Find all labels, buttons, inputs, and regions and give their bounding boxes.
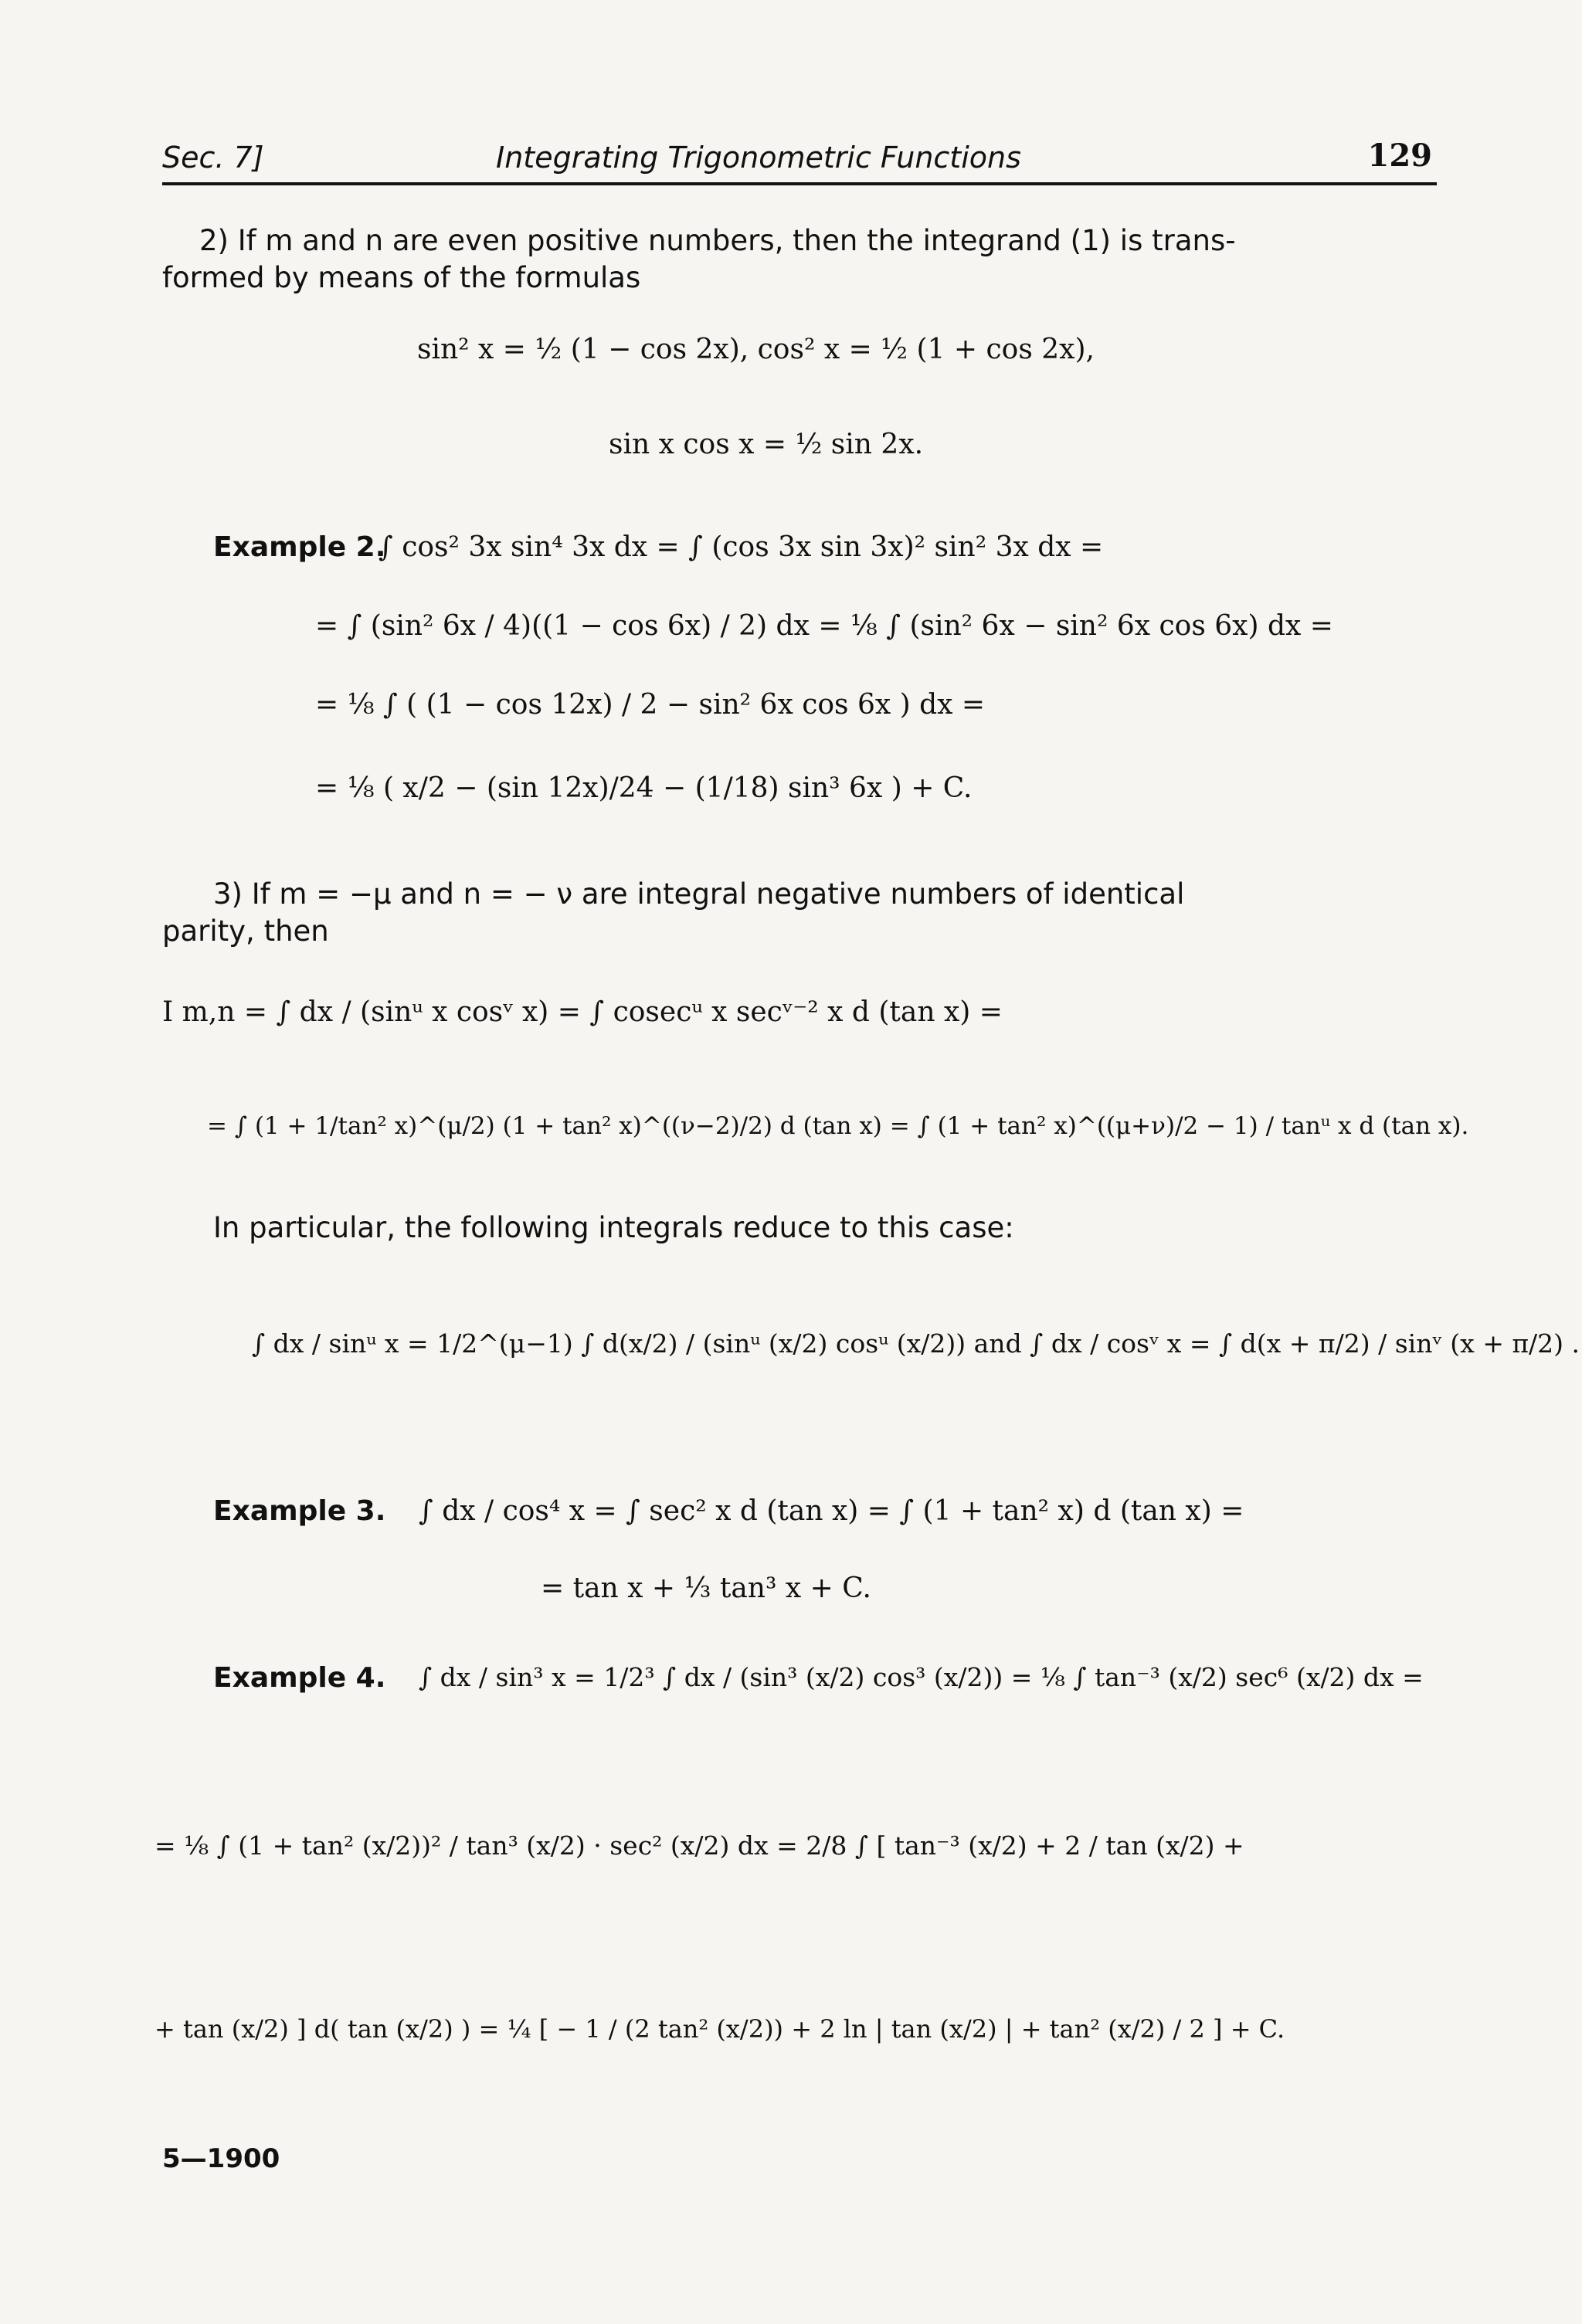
case3-line1: 3) If m = −μ and n = − ν are integral negative numbers of identical	[213, 877, 1185, 911]
case2-line1: 2) If m and n are even positive numbers, then the integrand (1) is trans-	[199, 224, 1236, 257]
example3-line2: = tan x + ⅓ tan³ x + C.	[541, 1573, 871, 1604]
section-label: Sec. 7]	[162, 141, 264, 175]
example2-line2: = ∫ (sin² 6x / 4)((1 − cos 6x) / 2) dx = ⅛ ∫ (sin² 6x − sin² 6x cos 6x) dx =	[315, 610, 1333, 642]
case3-paragraph	[213, 876, 1184, 913]
example2-line3: = ⅛ ∫ ( (1 − cos 12x) / 2 − sin² 6x cos 6x ) dx =	[315, 689, 986, 721]
case3-paragraph-cont	[162, 913, 329, 950]
case2-paragraph	[199, 222, 1236, 260]
case3-formula2: = ∫ (1 + 1/tan² x)^(μ/2) (1 + tan² x)^((ν−2)/2) d (tan x) = ∫ (1 + tan² x)^((μ+ν)/2 − 1) / tanᵘ x d (tan x).	[207, 1112, 1469, 1140]
case3-particular: In particular, the following integrals reduce to this case:	[213, 1211, 1014, 1244]
case3-formula3: ∫ dx / sinᵘ x = 1/2^(μ−1) ∫ d(x/2) / (sinᵘ (x/2) cosᵘ (x/2)) and ∫ dx / cosᵛ x = ∫ d(x + π/2) / sinᵛ (x + π/2) .	[252, 1328, 1580, 1359]
example2-line4: = ⅛ ( x/2 − (sin 12x)/24 − (1/18) sin³ 6x ) + C.	[315, 772, 973, 804]
running-header	[162, 136, 1437, 185]
example3-label: Example 3.	[213, 1495, 386, 1527]
example2-label: Example 2.	[213, 531, 386, 563]
formula-half-angle: sin² x = ½ (1 − cos 2x), cos² x = ½ (1 + cos 2x),	[417, 334, 1095, 365]
example2-line1: ∫ cos² 3x sin⁴ 3x dx = ∫ (cos 3x sin 3x)² sin² 3x dx =	[379, 531, 1104, 563]
example4-label: Example 4.	[213, 1662, 386, 1694]
page-number: 129	[1367, 137, 1432, 174]
example4-line3: + tan (x/2) ] d( tan (x/2) ) = ¼ [ − 1 / (2 tan² (x/2)) + 2 ln | tan (x/2) | + tan² (x/2) / 2 ] + C.	[154, 2014, 1285, 2044]
case3-line2: parity, then	[162, 914, 329, 948]
case3-formula1: I m,n = ∫ dx / (sinᵘ x cosᵛ x) = ∫ cosecᵘ x secᵛ⁻² x d (tan x) =	[162, 996, 1003, 1028]
example4-line2: = ⅛ ∫ (1 + tan² (x/2))² / tan³ (x/2) · sec² (x/2) dx = 2/8 ∫ [ tan⁻³ (x/2) + 2 / tan (x/2) +	[154, 1830, 1244, 1861]
case2-line2: formed by means of the formulas	[162, 261, 641, 294]
page-title: Integrating Trigonometric Functions	[496, 141, 1021, 175]
printer-signature: 5—1900	[162, 2143, 280, 2174]
example3-line1: ∫ dx / cos⁴ x = ∫ sec² x d (tan x) = ∫ (1 + tan² x) d (tan x) =	[419, 1495, 1244, 1527]
example4-line1: ∫ dx / sin³ x = 1/2³ ∫ dx / (sin³ (x/2) cos³ (x/2)) = ⅛ ∫ tan⁻³ (x/2) sec⁶ (x/2) dx =	[419, 1662, 1424, 1692]
formula-double-angle: sin x cos x = ½ sin 2x.	[609, 429, 924, 460]
case2-paragraph-cont	[162, 260, 640, 297]
